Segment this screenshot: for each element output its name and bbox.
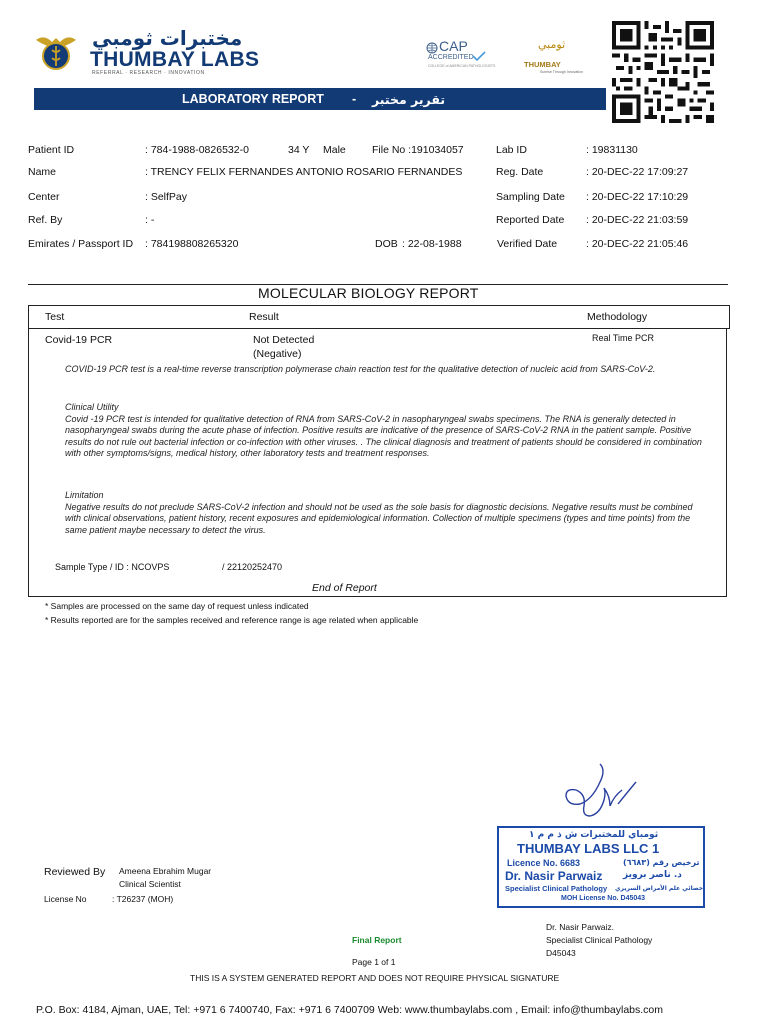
column-header-methodology: Methodology: [587, 311, 648, 323]
reported-date-value: : 20-DEC-22 21:03:59: [586, 214, 689, 226]
cap-org-name: COLLEGE of AMERICAN PATHOLOGISTS: [428, 64, 496, 68]
passport-label: Emirates / Passport ID: [28, 238, 134, 250]
ref-by-label: Ref. By: [28, 214, 63, 226]
brand-tagline: REFERRAL · RESEARCH · INNOVATION: [92, 70, 205, 76]
reg-date-label: Reg. Date: [496, 166, 544, 178]
signer-name: Dr. Nasir Parwaiz.: [546, 922, 615, 932]
stamp-doctor: Dr. Nasir Parwaiz: [505, 869, 603, 883]
dob-label: DOB: [375, 238, 398, 250]
handwritten-signature: [560, 760, 640, 828]
limitation-text: Negative results do not preclude SARS-CoV-2 infection and should not be used as the sole basis for diagnostic decisions. Negative results must be combined with clinical observations, patient history, recent exposures and epidemiological information. Collection of multiple specimens (types and time points) from the same patient maybe necessary to detect the virus.: [65, 502, 693, 535]
dob-value: : 22-08-1988: [402, 238, 462, 250]
file-number: File No :191034057: [372, 144, 464, 156]
license-value: : T26237 (MOH): [112, 894, 174, 904]
address-line: P.O. Box: 4184, Ajman, UAE, Tel: +971 6 7400740, Fax: +971 6 7400709 Web: www.thumbaylabs.com , Email: info@thumbaylabs.com: [36, 1004, 664, 1016]
sample-id-value: / 22120252470: [222, 562, 283, 572]
stamp-licence-arabic: ترخيص رقم (٦٦٨٣): [623, 858, 700, 867]
stamp-arabic-company: ثومباي للمختبرات ش ذ م م ١: [529, 830, 659, 840]
system-generated-note: THIS IS A SYSTEM GENERATED REPORT AND DOES NOT REQUIRE PHYSICAL SIGNATURE: [190, 973, 560, 983]
sampling-date-value: : 20-DEC-22 17:10:29: [586, 191, 689, 203]
stamp-specialty-arabic: أخصائي علم الأمراض السريري: [615, 885, 706, 892]
limitation-heading: Limitation: [65, 490, 104, 500]
name-label: Name: [28, 166, 57, 178]
reviewed-by-label: Reviewed By: [44, 866, 106, 878]
signer-id: D45043: [546, 948, 576, 958]
checkmark-icon: [472, 51, 486, 61]
reviewer-title: Clinical Scientist: [119, 879, 181, 889]
license-label: License No: [44, 894, 87, 904]
banner-title-arabic: تقرير مختبر: [372, 92, 446, 107]
ref-by-value: : -: [145, 214, 155, 226]
passport-value: : 784198808265320: [145, 238, 239, 250]
thumbay-wordmark: THUMBAY: [524, 60, 561, 69]
result-interpretation: (Negative): [253, 348, 302, 360]
note-reference-range: * Results reported are for the samples received and reference range is age related when applicable: [45, 615, 419, 625]
cap-title: CAP: [439, 38, 468, 54]
patient-id-label: Patient ID: [28, 144, 75, 156]
end-of-report: End of Report: [312, 582, 377, 594]
qr-code-icon: [612, 18, 714, 126]
stamp-licence: Licence No. 6683: [507, 858, 581, 868]
center-label: Center: [28, 191, 60, 203]
column-header-result: Result: [249, 311, 279, 323]
thumbay-emblem-logo: [34, 26, 78, 76]
reported-date-label: Reported Date: [496, 214, 565, 226]
verified-date-label: Verified Date: [497, 238, 558, 250]
stamp-company: THUMBAY LABS LLC 1: [517, 841, 660, 856]
brand-english-name: THUMBAY LABS: [90, 48, 260, 71]
sampling-date-label: Sampling Date: [496, 191, 565, 203]
banner-separator: -: [352, 92, 357, 106]
test-description: COVID-19 PCR test is a real-time reverse transcription polymerase chain reaction test for the qualitative detection of nucleic acid from SARS-CoV-2.: [65, 364, 656, 374]
verified-date-value: : 20-DEC-22 21:05:46: [586, 238, 689, 250]
patient-age: 34 Y: [288, 144, 310, 156]
thumbay-tagline: Sunrise Through Innovation: [540, 70, 583, 74]
sample-type-id: Sample Type / ID : NCOVPS: [55, 562, 170, 572]
results-table-header: [28, 305, 730, 329]
methodology-value: Real Time PCR: [592, 333, 655, 343]
page-number: Page 1 of 1: [352, 957, 396, 967]
brand-arabic-name: مختبرات ثومبي: [92, 26, 243, 50]
lab-id-value: : 19831130: [586, 144, 638, 156]
result-value: Not Detected: [253, 334, 315, 346]
signer-title: Specialist Clinical Pathology: [546, 935, 653, 945]
cap-globe-icon: [426, 42, 438, 54]
note-samples-processed: * Samples are processed on the same day of request unless indicated: [45, 601, 309, 611]
patient-sex: Male: [323, 144, 346, 156]
column-header-test: Test: [45, 311, 65, 323]
clinical-utility-heading: Clinical Utility: [65, 402, 119, 412]
stamp-doctor-arabic: د. ناصر برويز: [623, 870, 682, 880]
cap-accredited-label: ACCREDITED: [428, 54, 474, 61]
banner-title-english: LABORATORY REPORT: [182, 92, 324, 106]
patient-id-value: : 784-1988-0826532-0: [145, 144, 249, 156]
laboratory-report-banner: [34, 88, 606, 110]
clinical-utility-text: Covid -19 PCR test is intended for qualitative detection of RNA from SARS-CoV-2 in nasopharyngeal swabs specimens. The RNA is generally detected in nasopharyngeal swabs during the acute phase of infection. Positive results are indicative of the presence of SARS-CoV-2 RNA in the patient sample. Positive results do not rule out bacterial infection or co-infection with other viruses. . The clinical diagnosis and treatment of patients should be considered in combination with other symptoms/signs, medical history, other laboratory tests and treatment responses.: [65, 414, 702, 459]
lab-id-label: Lab ID: [496, 144, 527, 156]
center-value: : SelfPay: [145, 191, 188, 203]
stamp-specialty: Specialist Clinical Pathology: [505, 884, 608, 893]
reg-date-value: : 20-DEC-22 17:09:27: [586, 166, 689, 178]
final-report-status: Final Report: [352, 935, 402, 945]
thumbay-arabic-mark: ثومبي: [538, 38, 566, 51]
test-name: Covid-19 PCR: [45, 334, 113, 346]
name-value: : TRENCY FELIX FERNANDES ANTONIO ROSARIO FERNANDES: [145, 166, 463, 178]
report-title: MOLECULAR BIOLOGY REPORT: [258, 285, 479, 301]
doctor-stamp: [497, 826, 705, 908]
stamp-moh-license: MOH License No. D45043: [561, 895, 646, 902]
reviewer-name: Ameena Ebrahim Mugar: [119, 866, 212, 876]
